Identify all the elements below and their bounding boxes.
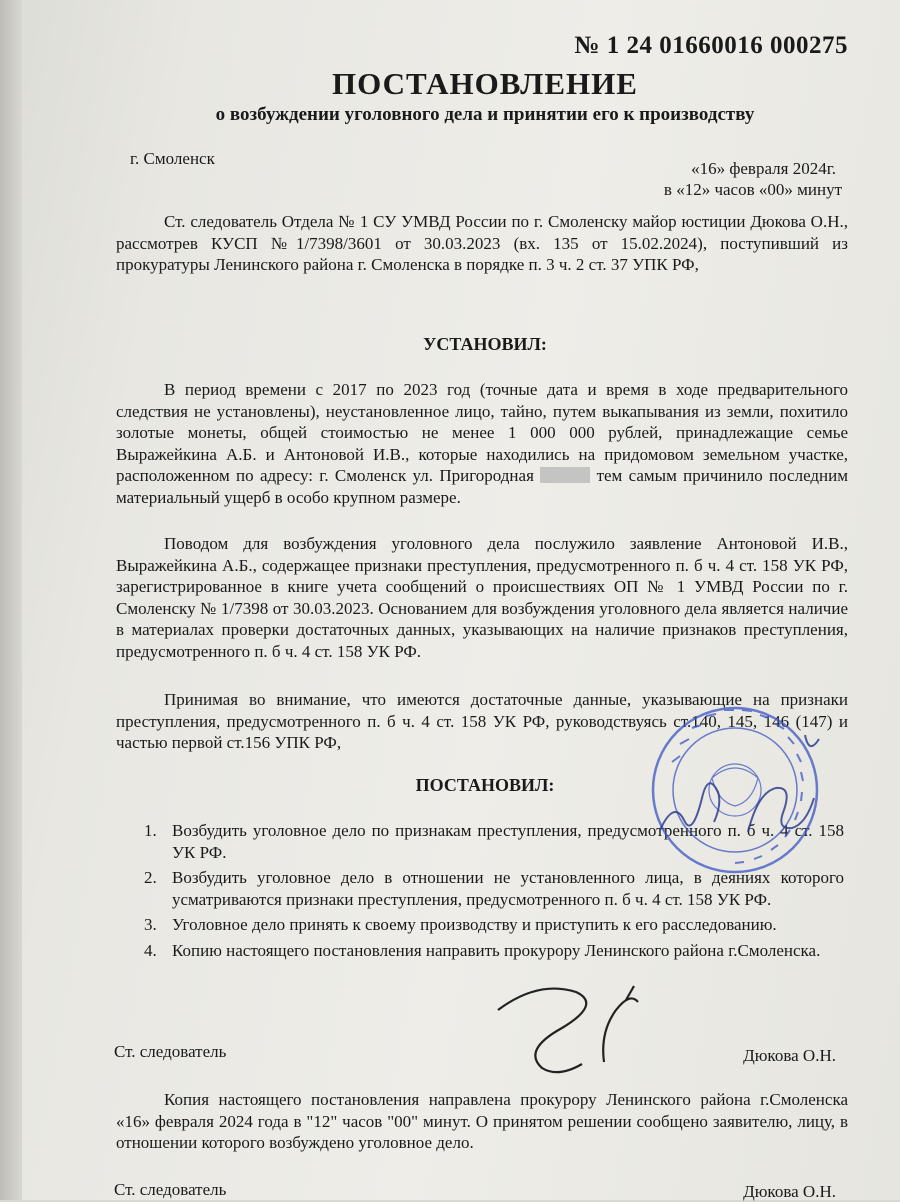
established-paragraph-3: Принимая во внимание, что имеются достаточные данные, указывающие на признаки преступления, предусмотренного п. б ч. 4 ст. 158 УК РФ, руководствуясь ст.140, 145, 146 (147) и частью первой ст.156 УПК РФ, [116, 690, 848, 753]
date: «16» февраля 2024г. [691, 159, 836, 178]
signature-2-role: Ст. следователь [114, 1180, 227, 1199]
resolution-item: 3. Уголовное дело принять к своему производству и приступить к его расследованию. [144, 915, 777, 935]
document-number: № 1 24 01660016 000275 [574, 32, 848, 59]
copy-note-paragraph: Копия настоящего постановления направлена прокурору Ленинского района г.Смоленска «16» февраля 2024 года в "12" часов "00" минут. О принятом решении сообщено заявителю, лицу, в отношении которого возбуждено уголовное дело. [116, 1090, 848, 1153]
resolution-item: 4. Копию настоящего постановления направить прокурору Ленинского района г.Смоленска. [144, 940, 821, 960]
established-paragraph-2: Поводом для возбуждения уголовного дела послужило заявление Антоновой И.В., Выражейкина А.Б., содержащее признаки преступления, предусмотренного п. б ч. 4 ст. 158 УК РФ, зарегистрированное в книге учета сообщений о происшествиях ОП № 1 УМВД России по г. Смоленску № 1/7398 от 30.03.2023. Основанием для возбуждения уголовного дела является наличие в материалах проверки достаточных данных, указывающих на наличие признаков преступления, предусмотренного п. б ч. 4 ст. 158 УК РФ. [116, 534, 848, 661]
time: в «12» часов «00» минут [663, 180, 842, 199]
handwritten-signature [498, 986, 638, 1072]
intro-paragraph: Ст. следователь Отдела № 1 СУ УМВД России по г. Смоленску майор юстиции Дюкова О.Н., рассмотрев КУСП №1/7398/3601 от 30.03.2023 (вх. 135 от 15.02.2024), поступивший из прокуратуры Ленинского района г. Смоленска в порядке п. 3 ч. 2 ст. 37 УПК РФ, [116, 212, 848, 275]
document-subtitle: о возбуждении уголовного дела и принятии его к производству [215, 104, 755, 125]
section-established-heading: УСТАНОВИЛ: [423, 334, 547, 354]
established-p1-after: тем самым причинило последним материальный ущерб в особо крупном размере. [116, 466, 849, 507]
established-p1-before: В период времени с 2017 по 2023 год (точные дата и время в ходе предварительного следствия не установлены), неустановленное лицо, тайно, путем выкапывания из земли, похитило золотые монеты, общей стоимостью не менее 1 000 000 рублей, принадлежащие семье Выражейкина А.Б. и Антоновой И.В., которые находились на придомовом земельном участке, расположенном по адресу: г. Смоленск ул. Пригородная [116, 380, 848, 486]
signature-2-name: Дюкова О.Н. [743, 1182, 836, 1201]
city: г. Смоленск [130, 149, 215, 168]
signature-1-name: Дюкова О.Н. [743, 1046, 836, 1065]
official-stamp [653, 708, 817, 872]
signature-1-role: Ст. следователь [114, 1042, 227, 1061]
resolution-item: 1. Возбудить уголовное дело по признакам преступления, предусмотренного п. б ч. 4 ст. 158 УК РФ. [144, 821, 844, 862]
resolution-item: 2. Возбудить уголовное дело в отношении не установленного лица, в деяниях которого усматриваются признаки преступления, предусмотренного п. б ч. 4 ст. 158 УК РФ. [144, 868, 844, 909]
section-resolved-heading: ПОСТАНОВИЛ: [415, 775, 555, 795]
document-title: ПОСТАНОВЛЕНИЕ [332, 66, 638, 101]
